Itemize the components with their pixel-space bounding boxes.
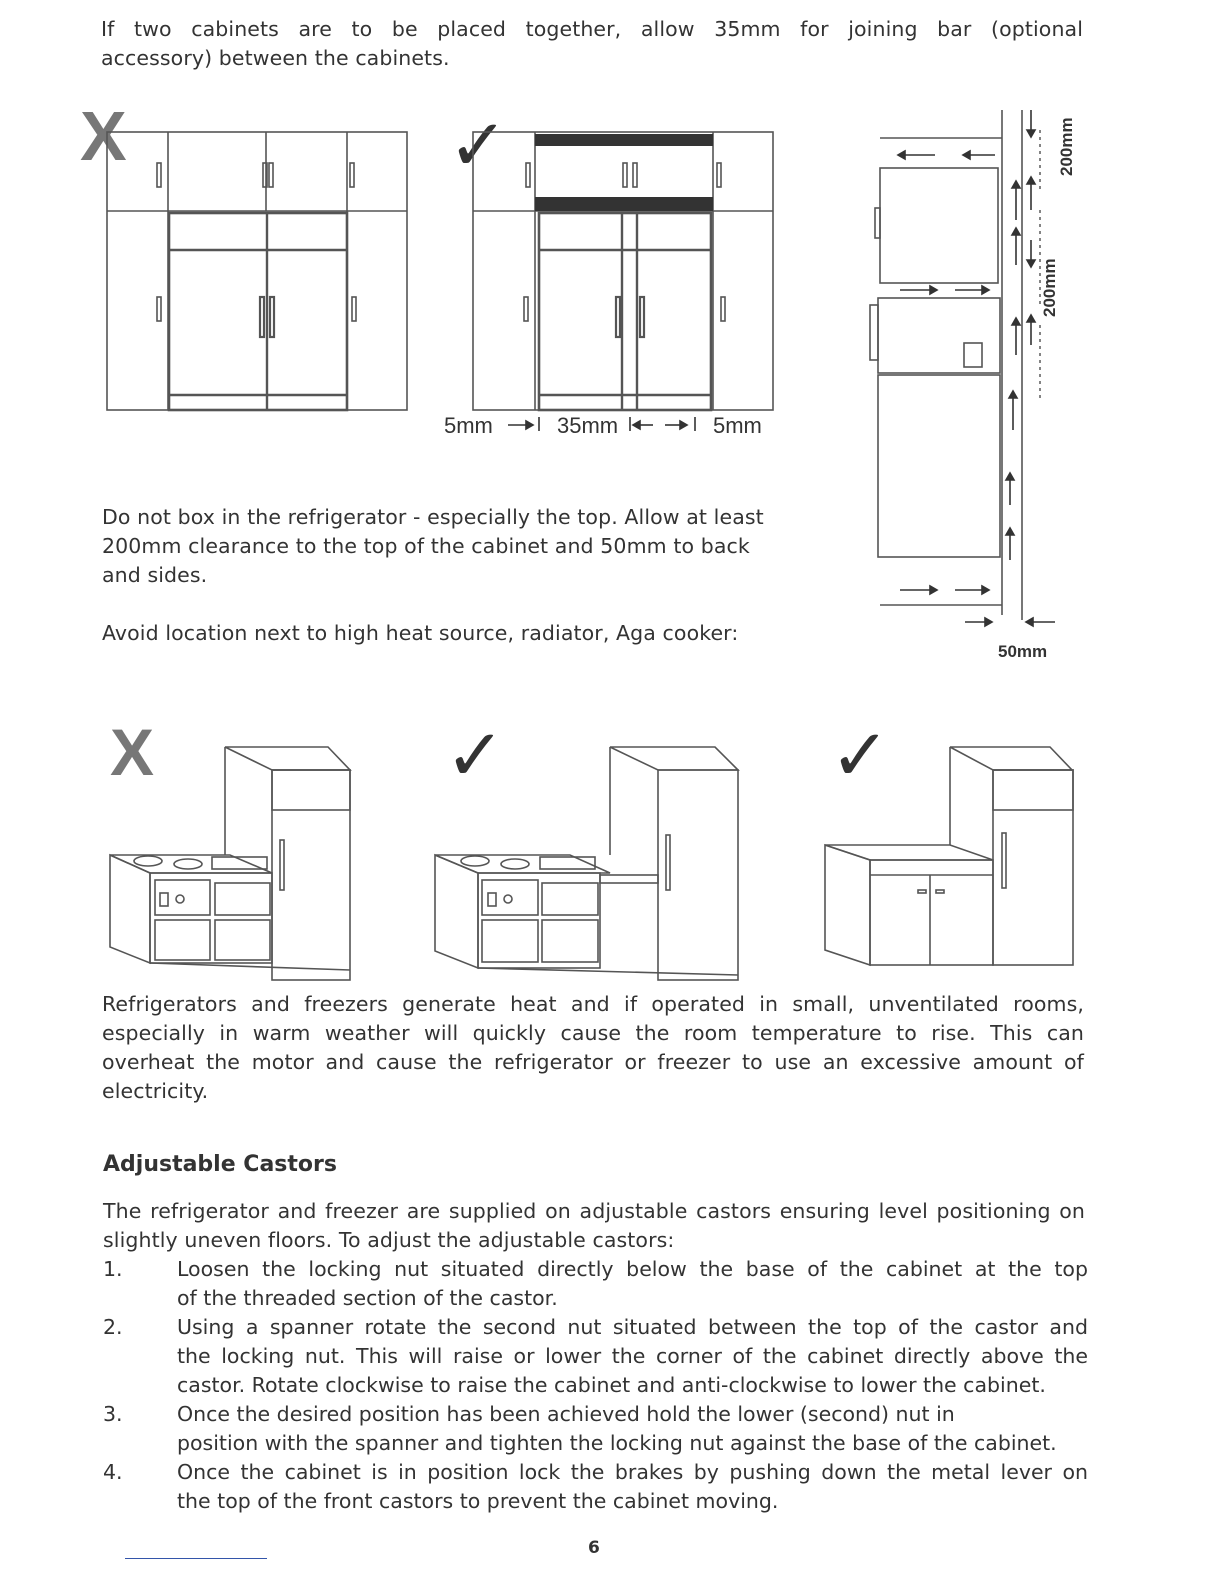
correct-check-mark: ✓ — [448, 106, 509, 186]
dim-left-5mm: 5mm — [444, 413, 493, 438]
cabinets-wrong-figure — [80, 97, 420, 420]
page-number: 6 — [588, 1538, 600, 1558]
cooker-placement-figure — [100, 715, 1090, 980]
list-item — [103, 1400, 1088, 1458]
avoid-heat-text: Avoid location next to high heat source, radiator, Aga cooker: — [102, 621, 739, 645]
list-item — [103, 1458, 1088, 1516]
castors-intro-line-1: The refrigerator and freezer are supplied on adjustable castors ensuring level positioning on — [103, 1199, 1085, 1223]
step-number: 2. — [103, 1315, 123, 1339]
heat-line-3: overheat the motor and cause the refrigerator or freezer to use an excessive amount of — [102, 1050, 1084, 1074]
step-number: 1. — [103, 1257, 123, 1281]
dim-top-200mm: 200mm — [1057, 117, 1076, 176]
step-text-line: position with the spanner and tighten the locking nut against the base of the cabinet. — [177, 1431, 1057, 1455]
dim-right-5mm: 5mm — [713, 413, 762, 438]
panel1-x-mark: X — [110, 715, 155, 789]
cabinets-correct-figure — [440, 100, 790, 445]
heat-line-2: especially in warm weather will quickly cause the room temperature to rise. This can — [102, 1021, 1084, 1045]
castors-intro-line-2: slightly uneven floors. To adjust the adjustable castors: — [103, 1228, 675, 1252]
clearance-line-2: 200mm clearance to the top of the cabinet and 50mm to back — [102, 534, 750, 558]
dim-mid-200mm: 200mm — [1040, 258, 1059, 317]
dim-mid-35mm: 35mm — [557, 413, 619, 438]
step-number: 3. — [103, 1402, 123, 1426]
heat-line-4: electricity. — [102, 1079, 209, 1103]
panel2-check-mark: ✓ — [445, 716, 506, 796]
list-item — [103, 1313, 1088, 1400]
castors-steps-list — [103, 1255, 1088, 1516]
intro-line-1: If two cabinets are to be placed together, allow 35mm for joining bar (optional — [101, 17, 1083, 41]
step-number: 4. — [103, 1460, 123, 1484]
step-text-line: of the threaded section of the castor. — [177, 1286, 558, 1310]
castors-heading: Adjustable Castors — [103, 1152, 337, 1177]
heat-line-1: Refrigerators and freezers generate heat and if operated in small, unventilated rooms, — [102, 992, 1084, 1016]
footer-rule — [125, 1558, 267, 1559]
step-text-line: Once the cabinet is in position lock the brakes by pushing down the metal lever on — [177, 1460, 1088, 1484]
wrong-x-mark: X — [80, 97, 127, 175]
clearance-side-figure — [870, 100, 1080, 665]
panel3-check-mark: ✓ — [830, 716, 891, 796]
list-item — [103, 1255, 1088, 1313]
step-text-line: the top of the front castors to prevent the cabinet moving. — [177, 1489, 779, 1513]
clearance-line-1: Do not box in the refrigerator - especially the top. Allow at least — [102, 505, 764, 529]
step-text-line: Loosen the locking nut situated directly below the base of the cabinet at the top — [177, 1257, 1088, 1281]
clearance-line-3: and sides. — [102, 563, 208, 587]
step-text-line: the locking nut. This will raise or lower the corner of the cabinet directly above the — [177, 1344, 1088, 1368]
step-text-line: castor. Rotate clockwise to raise the cabinet and anti-clockwise to lower the cabinet. — [177, 1373, 1046, 1397]
dim-bottom-50mm: 50mm — [998, 642, 1048, 661]
step-text-line: Once the desired position has been achieved hold the lower (second) nut in — [177, 1402, 955, 1426]
step-text-line: Using a spanner rotate the second nut situated between the top of the castor and — [177, 1315, 1088, 1339]
intro-line-2: accessory) between the cabinets. — [101, 46, 450, 70]
